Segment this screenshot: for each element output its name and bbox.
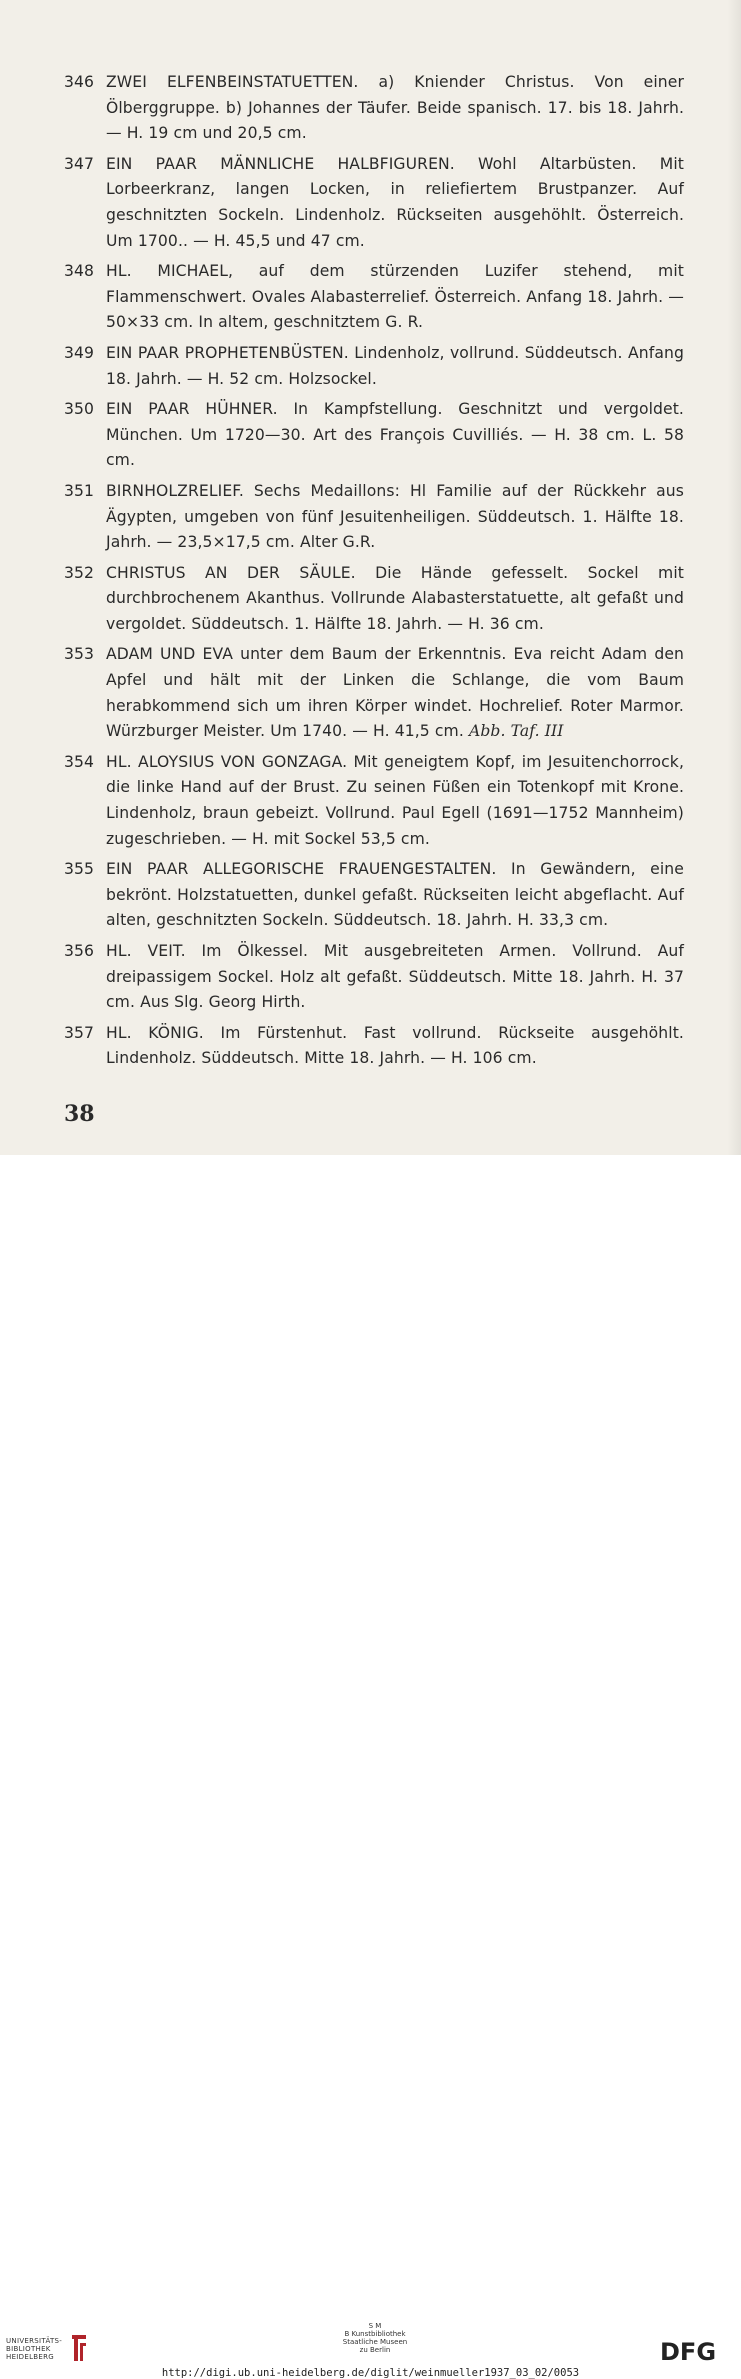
- university-library-label[interactable]: [6, 2337, 62, 2361]
- entry-number: 355: [64, 860, 95, 879]
- dfg-text: DFG: [660, 2340, 717, 2362]
- university-library-logo-icon[interactable]: [70, 2333, 88, 2367]
- entry-number: 349: [64, 343, 95, 362]
- entry-text: EIN PAAR HÜHNER. In Kampfstellung. Geschnitzt und vergoldet. München. Um 1720—30. Art des François Cuvilliés. — H. 38 cm. L. 58 cm.: [106, 400, 684, 470]
- entry-text: HL. ALOYSIUS VON GONZAGA. Mit geneigtem Kopf, im Jesuitenchorrock, die linke Hand auf der Brust. Zu seinen Füßen ein Totenkopf mit Krone. Lindenholz, braun gebeizt. Vollrund. Paul Egell (1691—1752 Mannheim) zugeschrieben. — H. mit Sockel 53,5 cm.: [106, 752, 684, 848]
- entry-text: HL. MICHAEL, auf dem stürzenden Luzifer stehend, mit Flammenschwert. Ovales Alabasterrelief. Österreich. Anfang 18. Jahrh. — 50×33 cm. In altem, geschnitztem G. R.: [106, 262, 684, 332]
- ub-line-3: HEIDELBERG: [6, 2353, 54, 2361]
- center-line-1: S M: [368, 2322, 382, 2330]
- entry-text: ZWEI ELFENBEINSTATUETTEN. a) Kniender Christus. Von einer Ölberggruppe. b) Johannes der Täufer. Beide spanisch. 17. bis 18. Jahrh. — H. 19 cm und 20,5 cm.: [106, 73, 684, 143]
- catalog-entry: [64, 259, 684, 336]
- catalog-entries: [64, 70, 684, 1077]
- entry-number: 357: [64, 1023, 95, 1042]
- center-line-2: B Kunstbibliothek: [344, 2330, 406, 2338]
- entry-text: HL. VEIT. Im Ölkessel. Mit ausgebreiteten Armen. Vollrund. Auf dreipassigem Sockel. Holz alt gefaßt. Süddeutsch. Mitte 18. Jahrh. H. 37 cm. Aus Slg. Georg Hirth.: [106, 942, 684, 1012]
- entry-number: 351: [64, 481, 95, 500]
- entry-text: EIN PAAR PROPHETENBÜSTEN. Lindenholz, vollrund. Süddeutsch. Anfang 18. Jahrh. — H. 52 cm. Holzsockel.: [106, 343, 684, 388]
- page-edge-shadow: [727, 0, 741, 1155]
- catalog-entry: [64, 70, 684, 147]
- permalink-url[interactable]: http://digi.ub.uni-heidelberg.de/diglit/weinmueller1937_03_02/0053: [161, 2367, 580, 2379]
- entry-text: EIN PAAR MÄNNLICHE HALBFIGUREN. Wohl Altarbüsten. Mit Lorbeerkranz, langen Locken, in reliefiertem Brustpanzer. Auf geschnitzten Sockeln. Lindenholz. Rückseiten ausgehöhlt. Österreich. Um 1700.. — H. 45,5 und 47 cm.: [106, 154, 684, 250]
- kunstbibliothek-label: [320, 2322, 430, 2354]
- entry-text: HL. KÖNIG. Im Fürstenhut. Fast vollrund. Rückseite ausgehöhlt. Lindenholz. Süddeutsch. Mitte 18. Jahrh. — H. 106 cm.: [106, 1023, 684, 1068]
- dfg-logo-icon[interactable]: [660, 2340, 730, 2366]
- entry-number: 356: [64, 942, 95, 960]
- scanned-page: [0, 0, 741, 1155]
- entry-text-main: ADAM UND EVA unter dem Baum der Erkenntnis. Eva reicht Adam den Apfel und hält mit der Linken die Schlange, die vom Baum herabkommend sich um ihren Körper windet. Hochrelief. Roter Marmor. Würzburger Meister. Um 1740. — H. 41,5 cm.: [106, 645, 684, 741]
- entry-text: EIN PAAR ALLEGORISCHE FRAUENGESTALTEN. In Gewändern, eine bekrönt. Holzstatuetten, dunkel gefaßt. Rückseiten leicht abgeflacht. Auf alten, geschnitzten Sockeln. Süddeutsch. 18. Jahrh. H. 33,3 cm.: [106, 860, 684, 930]
- catalog-entry: [64, 939, 684, 1016]
- center-line-4: zu Berlin: [359, 2346, 391, 2354]
- catalog-entry: [64, 561, 684, 638]
- entry-number: 352: [64, 563, 95, 582]
- catalog-entry: [64, 341, 684, 392]
- catalog-entry: [64, 642, 684, 744]
- plate-reference: Abb. Taf. III: [468, 722, 564, 741]
- entry-number: 354: [64, 752, 95, 771]
- entry-text: [106, 642, 684, 744]
- entry-number: 348: [64, 262, 95, 281]
- catalog-entry: [64, 1021, 684, 1072]
- catalog-entry: [64, 857, 684, 934]
- ub-line-2: BIBLIOTHEK: [6, 2345, 51, 2353]
- catalog-entry: [64, 479, 684, 556]
- entry-number: 347: [64, 154, 95, 173]
- catalog-entry: [64, 397, 684, 474]
- viewer-footer: [0, 1155, 741, 2379]
- ub-line-1: UNIVERSITÄTS-: [6, 2337, 63, 2345]
- entry-number: 353: [64, 645, 95, 664]
- entry-number: 350: [64, 400, 95, 419]
- page-number: 38: [64, 1101, 95, 1127]
- entry-text: BIRNHOLZRELIEF. Sechs Medaillons: Hl Familie auf der Rückkehr aus Ägypten, umgeben von fünf Jesuitenheiligen. Süddeutsch. 1. Hälfte 18. Jahrh. — 23,5×17,5 cm. Alter G.R.: [106, 481, 684, 552]
- entry-text: CHRISTUS AN DER SÄULE. Die Hände gefesselt. Sockel mit durchbrochenem Akanthus. Vollrunde Alabasterstatuette, alt gefaßt und vergoldet. Süddeutsch. 1. Hälfte 18. Jahrh. — H. 36 cm.: [106, 563, 684, 633]
- catalog-entry: [64, 750, 684, 852]
- center-line-3: Staatliche Museen: [342, 2338, 408, 2346]
- catalog-entry: [64, 152, 684, 254]
- entry-number: 346: [64, 73, 95, 91]
